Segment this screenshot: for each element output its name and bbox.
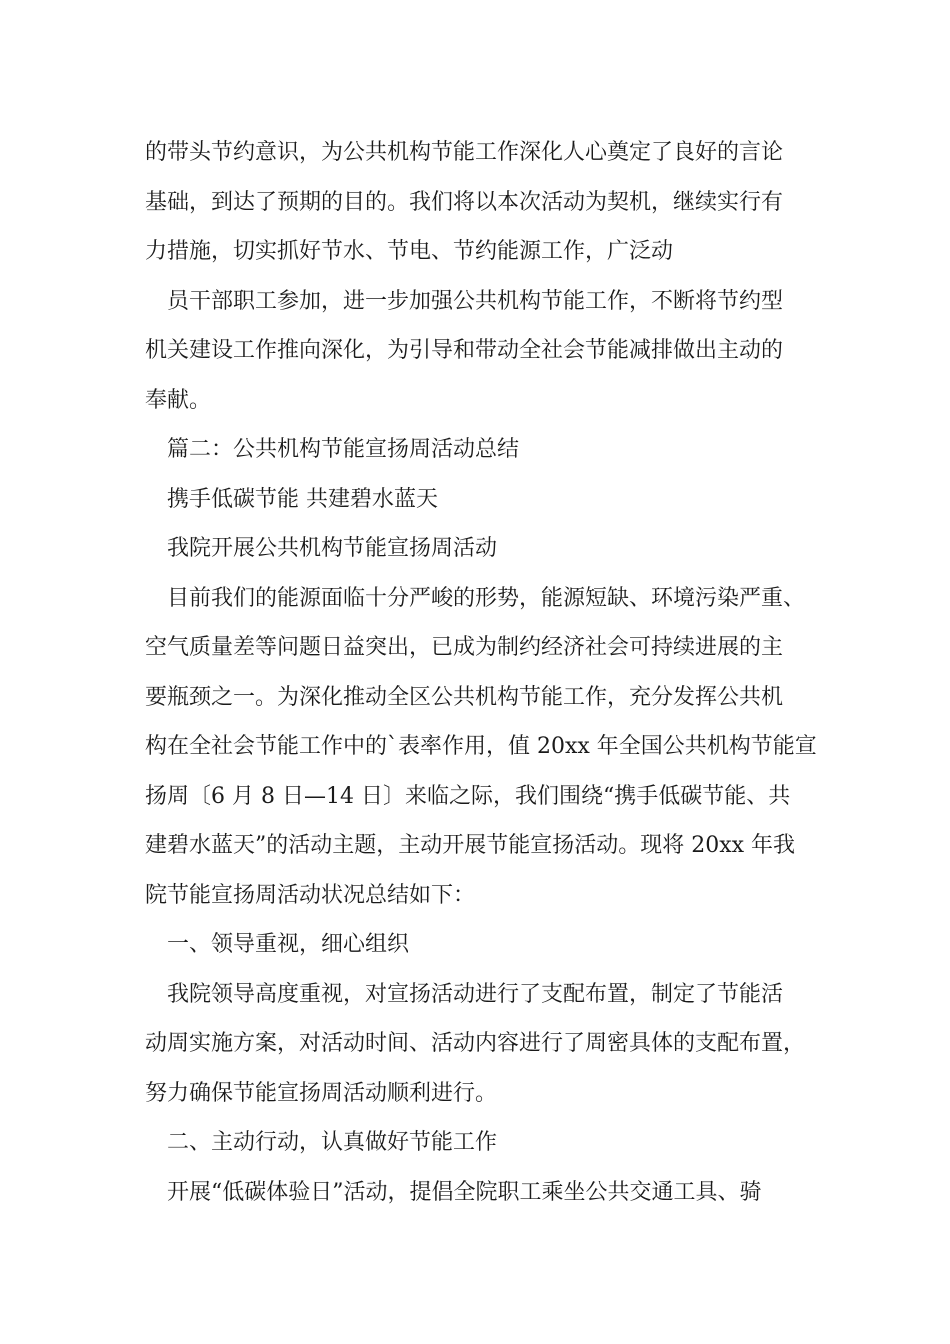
section-heading: 篇二：公共机构节能宣扬周活动总结 <box>167 437 520 462</box>
section-subtitle: 我院开展公共机构节能宣扬周活动 <box>167 536 498 561</box>
text-line: 动周实施方案，对活动时间、活动内容进行了周密具体的支配布置， <box>145 1031 806 1056</box>
text-line: 机关建设工作推向深化，为引导和带动全社会节能减排做出主动的 <box>145 338 784 363</box>
text-line: 要瓶颈之一。为深化推动全区公共机构节能工作，充分发挥公共机 <box>145 684 784 710</box>
text-line: 开展“低碳体验日”活动，提倡全院职工乘坐公共交通工具、骑 <box>167 1179 762 1205</box>
text-line: 员干部职工参加，进一步加强公共机构节能工作，不断将节约型 <box>167 288 784 314</box>
section-subtitle: 携手低碳节能 共建碧水蓝天 <box>167 486 438 512</box>
text-line: 空气质量差等问题日益突出，已成为制约经济社会可持续进展的主 <box>145 635 784 660</box>
text-line: 努力确保节能宣扬周活动顺利进行。 <box>145 1080 498 1106</box>
text-line: 目前我们的能源面临十分严峻的形势，能源短缺、环境污染严重、 <box>167 585 806 611</box>
text-line: 建碧水蓝天”的活动主题，主动开展节能宣扬活动。现将 20xx 年我 <box>145 833 796 858</box>
section-heading: 二、主动行动，认真做好节能工作 <box>167 1130 498 1155</box>
text-line: 扬周〔6 月 8 日—14 日〕来临之际，我们围绕“携手低碳节能、共 <box>145 783 791 809</box>
text-line: 基础，到达了预期的目的。我们将以本次活动为契机，继续实行有 <box>145 189 784 215</box>
text-line: 院节能宣扬周活动状况总结如下： <box>145 882 476 908</box>
section-heading: 一、领导重视，细心组织 <box>167 932 410 957</box>
text-line: 奉献。 <box>145 387 212 413</box>
text-line: 力措施，切实抓好节水、节电、节约能源工作，广泛动 <box>145 239 674 264</box>
text-line: 我院领导高度重视，对宣扬活动进行了支配布置，制定了节能活 <box>167 981 784 1007</box>
document-body <box>145 128 845 1217</box>
text-line: 构在全社会节能工作中的`表率作用，值 20xx 年全国公共机构节能宣 <box>145 734 817 759</box>
text-line: 的带头节约意识，为公共机构节能工作深化人心奠定了良好的言论 <box>145 140 784 165</box>
